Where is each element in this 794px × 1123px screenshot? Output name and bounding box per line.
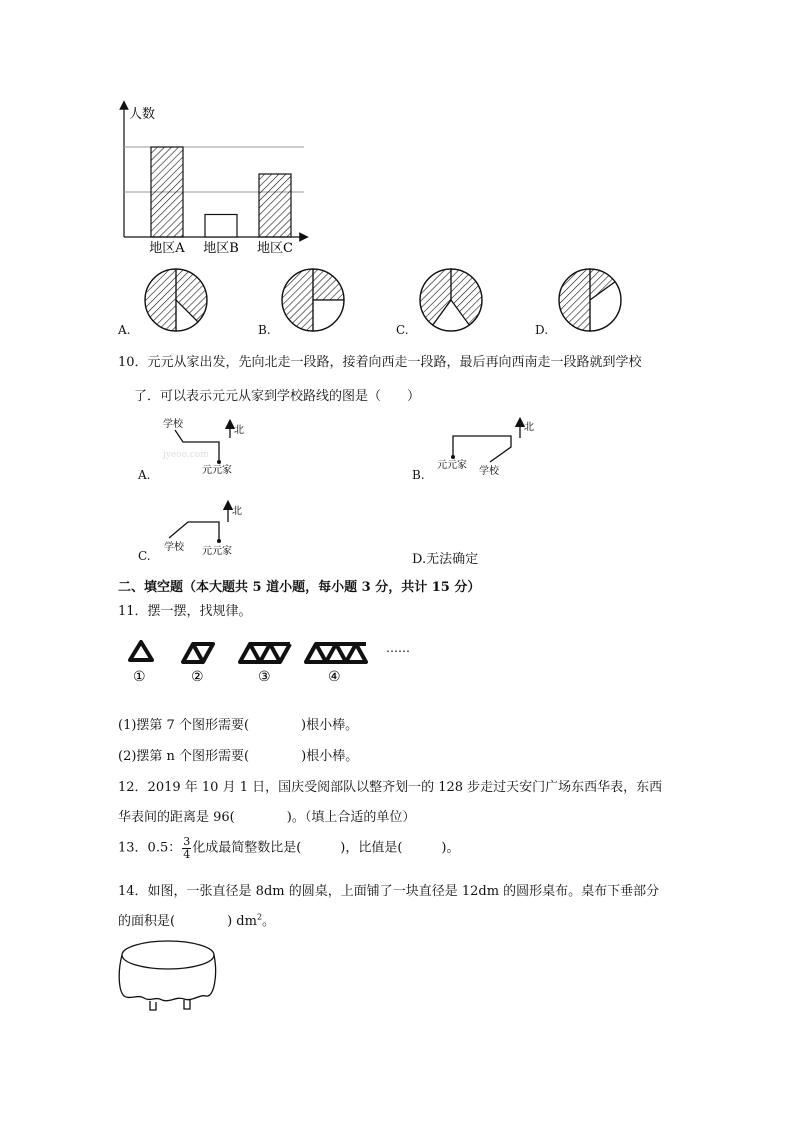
x-tick-label: 地区A bbox=[149, 241, 185, 256]
pie-options bbox=[145, 269, 621, 331]
bar-chart bbox=[124, 105, 304, 256]
triangle-pattern bbox=[130, 642, 366, 662]
pie-option-a[interactable] bbox=[145, 269, 207, 331]
pie-slice bbox=[559, 269, 590, 331]
question-11-sub1: (1)摆第 7 个图形需要( )根小棒。 bbox=[118, 718, 359, 733]
pie-option-c-label[interactable]: C. bbox=[396, 323, 409, 337]
school-label: 学校 bbox=[479, 466, 499, 477]
pie-option-c[interactable] bbox=[420, 269, 482, 331]
option-a[interactable]: A. bbox=[138, 468, 151, 482]
north-label: 北 bbox=[524, 422, 534, 433]
round-table-drawing bbox=[119, 941, 215, 1010]
pie-slice bbox=[145, 269, 176, 331]
route-diagram-a[interactable] bbox=[162, 417, 244, 476]
route-diagram-b[interactable] bbox=[437, 421, 534, 477]
pie-option-a-label[interactable]: A. bbox=[118, 323, 131, 337]
question-14-line1: 14．如图，一张直径是 8dm 的圆桌，上面铺了一块直径是 12dm 的圆形桌布。桌布下垂部分 bbox=[118, 884, 660, 899]
x-tick-label: 地区B bbox=[203, 241, 239, 256]
school-label: 学校 bbox=[164, 542, 184, 553]
home-label: 元元家 bbox=[202, 546, 232, 557]
pie-option-d[interactable] bbox=[559, 269, 621, 331]
pie-option-d-label[interactable]: D. bbox=[535, 323, 549, 337]
question-12-line2: 华表间的距离是 96( )。（填上合适的单位） bbox=[118, 810, 416, 825]
option-c[interactable]: C. bbox=[138, 549, 151, 563]
question-13 bbox=[118, 836, 460, 860]
x-tick-label: 地区C bbox=[257, 241, 293, 256]
y-axis-label: 人数 bbox=[129, 107, 156, 122]
home-label: 元元家 bbox=[437, 460, 467, 471]
question-10-line1: 10．元元从家出发，先向北走一段路，接着向西走一段路，最后再向西南走一段路就到学校 bbox=[118, 355, 642, 370]
option-d[interactable]: D.无法确定 bbox=[412, 552, 479, 567]
pie-option-b[interactable] bbox=[282, 269, 344, 331]
ellipsis: …… bbox=[386, 641, 410, 655]
question-14-line2: 的面积是( ) $dm^2$。 bbox=[118, 912, 276, 929]
question-12-line1: 12．2019 年 10 月 1 日，国庆受阅部队以整齐划一的 128 步走过天安门广场东西华表，东西 bbox=[118, 780, 663, 795]
watermark: jyeoo.com bbox=[163, 450, 209, 460]
figure-label-2: ② bbox=[191, 669, 204, 685]
school-label: 学校 bbox=[163, 419, 183, 430]
figure-label-1: ① bbox=[133, 669, 146, 685]
option-b[interactable]: B. bbox=[412, 468, 425, 482]
pie-option-b-label[interactable]: B. bbox=[258, 323, 271, 337]
route-diagram-c[interactable] bbox=[164, 505, 242, 557]
question-13-suffix: 化成最简整数比是( )，比值是( )。 bbox=[192, 840, 460, 856]
figure-label-3: ③ bbox=[258, 669, 271, 685]
home-label: 元元家 bbox=[202, 465, 232, 476]
question-11-title: 11．摆一摆，找规律。 bbox=[118, 604, 252, 619]
question-13-prefix: 13．0.5： bbox=[118, 840, 182, 856]
pie-slice bbox=[282, 269, 313, 331]
bar-地区C bbox=[259, 174, 291, 237]
question-11-sub2: (2)摆第 n 个图形需要( )根小棒。 bbox=[118, 749, 359, 764]
figure-label-4: ④ bbox=[328, 669, 341, 685]
section-title: 二、填空题（本大题共 5 道小题，每小题 3 分，共计 15 分） bbox=[118, 580, 481, 595]
question-10-line2: 了．可以表示元元从家到学校路线的图是（ ） bbox=[134, 389, 421, 404]
fraction-3-4: $\frac{3}{4}$ bbox=[183, 835, 191, 861]
bar-地区B bbox=[205, 215, 237, 238]
bar-地区A bbox=[151, 147, 183, 237]
north-label: 北 bbox=[234, 425, 244, 436]
north-label: 北 bbox=[232, 506, 242, 517]
